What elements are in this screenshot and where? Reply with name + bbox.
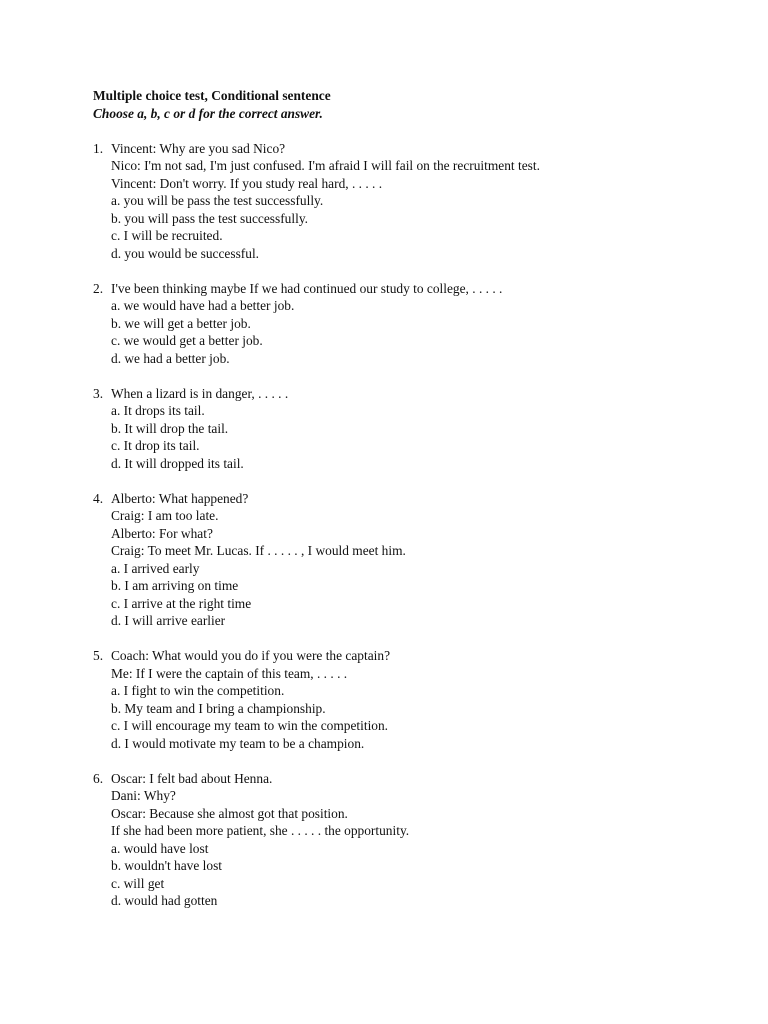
- question-body: [111, 490, 733, 630]
- question-text-line: Craig: To meet Mr. Lucas. If . . . . . , I would meet him.: [111, 543, 406, 558]
- answer-option: c. we would get a better job.: [111, 333, 263, 348]
- question-body: [111, 280, 733, 368]
- answer-option: c. I arrive at the right time: [111, 595, 252, 611]
- answer-option: c. It drop its tail.: [111, 438, 200, 453]
- question-item: [93, 140, 733, 263]
- question-text-line: Nico: I'm not sad, I'm just confused. I'm afraid I will fail on the recruitment test.: [111, 158, 540, 173]
- question-body: [111, 140, 733, 263]
- question-text-line: Dani: Why?: [111, 788, 176, 803]
- question-list: [93, 140, 733, 928]
- question-body: [111, 647, 733, 752]
- answer-option: d. we had a better job.: [111, 350, 230, 366]
- answer-option: c. I will encourage my team to win the competition.: [111, 718, 389, 733]
- question-item: [93, 385, 733, 473]
- question-text-line: Vincent: Why are you sad Nico?: [111, 140, 286, 156]
- answer-option: a. would have lost: [111, 840, 209, 856]
- answer-option: b. we will get a better job.: [111, 315, 251, 331]
- answer-option: d. would had gotten: [111, 893, 218, 908]
- answer-option: b. It will drop the tail.: [111, 420, 229, 436]
- question-text-line: If she had been more patient, she . . . . . the opportunity.: [111, 823, 410, 838]
- question-number: 1.: [93, 140, 104, 156]
- question-item: [93, 647, 733, 752]
- answer-option: b. My team and I bring a championship.: [111, 700, 326, 716]
- question-text-line: Alberto: For what?: [111, 525, 213, 541]
- document-title: Multiple choice test, Conditional sentence: [93, 88, 331, 103]
- answer-option: d. I will arrive earlier: [111, 613, 226, 628]
- question-body: [111, 770, 733, 910]
- answer-option: a. I fight to win the competition.: [111, 683, 285, 698]
- answer-option: b. I am arriving on time: [111, 578, 239, 593]
- question-text-line: I've been thinking maybe If we had continued our study to college, . . . . .: [111, 280, 503, 296]
- question-text-line: Craig: I am too late.: [111, 508, 219, 523]
- answer-option: a. It drops its tail.: [111, 403, 205, 418]
- question-text-line: Oscar: Because she almost got that position.: [111, 805, 348, 821]
- answer-option: b. you will pass the test successfully.: [111, 210, 308, 226]
- question-item: [93, 280, 733, 368]
- question-number: 6.: [93, 770, 104, 786]
- answer-option: a. we would have had a better job.: [111, 298, 295, 313]
- answer-option: d. I would motivate my team to be a champion.: [111, 735, 365, 751]
- question-number: 2.: [93, 280, 104, 296]
- question-body: [111, 385, 733, 473]
- question-text-line: Alberto: What happened?: [111, 490, 249, 506]
- question-item: [93, 770, 733, 910]
- document-instruction: Choose a, b, c or d for the correct answer.: [93, 105, 323, 121]
- answer-option: d. It will dropped its tail.: [111, 455, 244, 471]
- question-number: 4.: [93, 490, 104, 506]
- question-text-line: Coach: What would you do if you were the captain?: [111, 648, 391, 663]
- question-text-line: Me: If I were the captain of this team, . . . . .: [111, 665, 348, 681]
- answer-option: c. will get: [111, 875, 165, 891]
- question-text-line: Vincent: Don't worry. If you study real hard, . . . . .: [111, 175, 383, 191]
- question-number: 5.: [93, 648, 104, 663]
- answer-option: a. you will be pass the test successfully.: [111, 193, 324, 208]
- answer-option: d. you would be successful.: [111, 245, 260, 261]
- answer-option: b. wouldn't have lost: [111, 858, 223, 873]
- question-number: 3.: [93, 385, 104, 401]
- question-item: [93, 490, 733, 630]
- question-text-line: Oscar: I felt bad about Henna.: [111, 770, 273, 786]
- answer-option: a. I arrived early: [111, 560, 200, 576]
- question-text-line: When a lizard is in danger, . . . . .: [111, 385, 289, 401]
- answer-option: c. I will be recruited.: [111, 228, 223, 243]
